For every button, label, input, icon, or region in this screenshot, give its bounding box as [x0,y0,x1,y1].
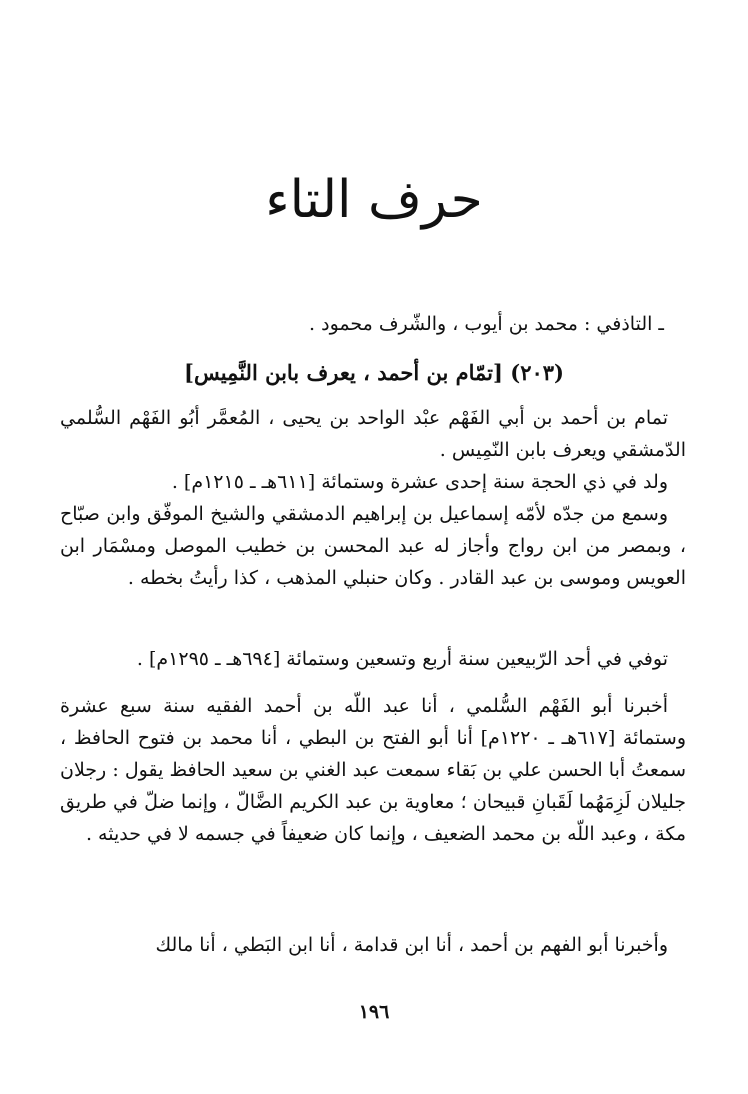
entry-paragraph-narration-2: وأخبرنا أبو الفهم بن أحمد ، أنا ابن قدامة ، أنا ابن البَطي ، أنا مالك [155,934,668,956]
entry-block-4 [60,929,686,961]
entry-block-3 [60,690,686,850]
entry-block-1 [60,402,686,594]
entry-paragraph-bio: تمام بن أحمد بن أبي الفَهْم عبْد الواحد بن يحيى ، المُعمَّر أبُو الفَهْم السُّلمي الدّمشقي ويعرف بابن النّمِيس . [60,407,686,461]
continuation-text [60,308,686,340]
page-number: ١٩٦ [358,1001,390,1023]
entry-paragraph-narration: أخبرنا أبو الفَهْم السُّلمي ، أنا عبد اللّه بن أحمد الفقيه سنة سبع عشرة وستمائة [٦١٧هـ ـ ١٢٢٠م] أنا أبو الفتح بن البطي ، أنا محمد بن فتوح الحافظ ، سمعتُ أبا الحسن علي بن بَقاء سمعت عبد الغني بن سعيد الحافظ يقول : رجلان جليلان لَزِمَهُما لَقَبانِ قبيحان ؛ معاوية بن عبد الكريم الضَّالّ ، وإنما ضلّ في طريق مكة ، وعبد اللّه بن محمد الضعيف ، وإنما كان ضعيفاً في جسمه لا في حديثه . [60,695,686,845]
entry-block-2 [60,643,686,675]
chapter-title: حرف التاء [265,170,483,230]
entry-paragraph-teachers: وسمع من جدّه لأمّه إسماعيل بن إبراهيم الدمشقي والشيخ الموفّق وابن صبّاح ، وبمصر من ابن رواج وأجاز له عبد المحسن بن خطيب الموصل ومسْمَار ابن العويس وموسى بن عبد القادر . وكان حنبلي المذهب ، كذا رأيتُ بخطه . [60,503,686,589]
entry-paragraph-death: توفي في أحد الرّبيعين سنة أربع وتسعين وستمائة [٦٩٤هـ ـ ١٢٩٥م] . [136,648,668,670]
entry-heading: (٢٠٣) [تمّام بن أحمد ، يعرف بابن النَّمِيس] [184,360,564,385]
continuation-line: ـ التاذفي : محمد بن أيوب ، والشّرف محمود . [309,313,664,335]
entry-paragraph-birth: ولد في ذي الحجة سنة إحدى عشرة وستمائة [٦١١هـ ـ ١٢١٥م] . [171,471,668,493]
